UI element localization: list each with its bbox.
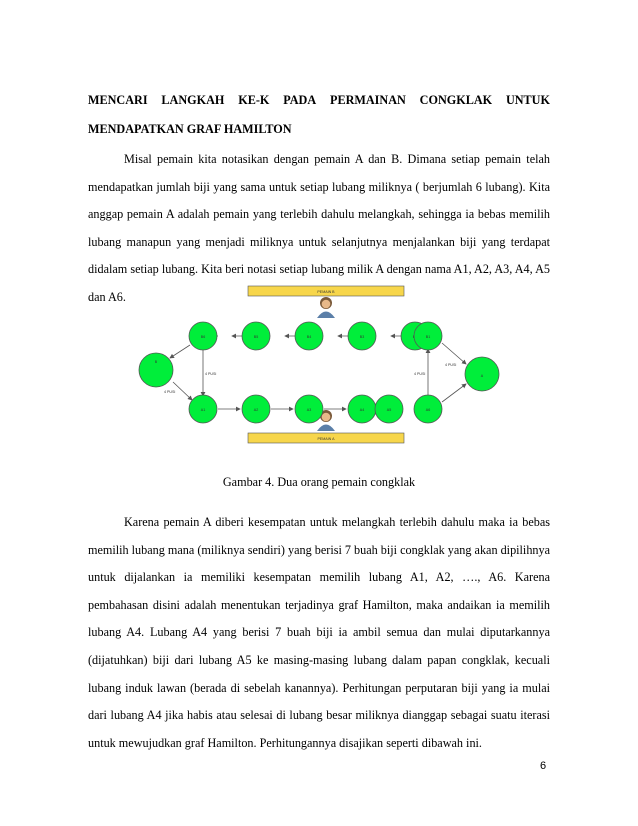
node-label: B3 [359,335,365,339]
store-node-b [139,353,173,387]
bottom-node [348,395,376,423]
bottom-node [295,395,323,423]
node-label: B1 [425,335,431,339]
edge-label: 4 PUSI [164,390,176,394]
heading-word: PERMAINAN [330,93,406,107]
bottom-node [375,395,403,423]
top-node [242,322,270,350]
node-label: B6 [200,335,206,339]
node-label: A2 [253,408,259,412]
node-label: B4 [306,335,312,339]
heading-word: UNTUK [505,93,550,107]
edge-label: 4 PUSI [205,372,217,376]
node-label: A4 [359,408,365,412]
top-node [189,322,217,350]
store-label-b: B [154,360,158,364]
node-label: A1 [200,408,206,412]
heading-word: CONGKLAK [419,93,493,107]
store-label-a: A [480,374,484,378]
node-label: A5 [386,408,392,412]
node-label: B5 [253,335,259,339]
paragraph-intro-text: Misal pemain kita notasikan dengan pemain A dan B. Dimana setiap pemain telah mendapatkan jumlah biji yang sama untuk setiap lubang miliknya ( berjumlah 6 lubang). Kita anggap pemain A adalah pemain yang terlebih dahulu melangkah, sehingga ia bebas memilih lubang manapun yang menjadi miliknya untuk selanjutnya menjalankan biji yang terdapat didalam setiap lubang. Kita beri notasi setiap lubang milik A dengan nama A1, A2, A3, A4, A5 dan A6. [88,152,550,304]
heading-word: LANGKAH [161,93,225,107]
page-number: 6 [540,760,547,772]
heading-line-2: MENDAPATKAN GRAF HAMILTON [88,122,292,136]
player-a-label: PEMAIN A [317,437,335,441]
paragraph-explanation-text: Karena pemain A diberi kesempatan untuk melangkah terlebih dahulu maka ia bebas memilih lubang mana (miliknya sendiri) yang berisi 7 buah biji congklak yang akan dipilihnya untuk dijalankan ia memiliki kesempatan memilih lubang A1, A2, …., A6. Karena pembahasan disini adalah menentukan terjadinya graf Hamilton, maka andaikan ia memilih lubang A4. Lubang A4 yang berisi 7 buah biji ia ambil semua dan mulai diputarkannya (dijatuhkan) biji dari lubang A5 ke masing-masing lubang dalam papan congklak, kecuali lubang induk lawan (berada di sebelah kanannya). Perhitungan perputaran biji yang ia mulai dari lubang A4 jika habis atau selesai di lubang besar miliknya dianggap sebagai suatu iterasi untuk mewujudkan graf Hamilton. Perhitungannya disajikan seperti dibawah ini. [88,515,551,750]
top-node [414,322,442,350]
figure-caption: Gambar 4. Dua orang pemain congklak [222,475,416,489]
bottom-node [242,395,270,423]
edge-label: 4 PUSI [414,372,426,376]
player-b-avatar [317,297,335,318]
edge-label: 4 PUSI [445,363,457,367]
bottom-node [189,395,217,423]
node-label: A6 [425,408,431,412]
bottom-node [414,395,442,423]
top-node [348,322,376,350]
heading-word: PADA [283,93,317,107]
top-node [295,322,323,350]
heading-word: MENCARI [88,93,148,107]
heading-word: KE-K [238,93,270,107]
paragraph-explanation [88,509,550,757]
player-b-label: PEMAIN B [317,290,335,294]
node-label: A3 [306,408,312,412]
